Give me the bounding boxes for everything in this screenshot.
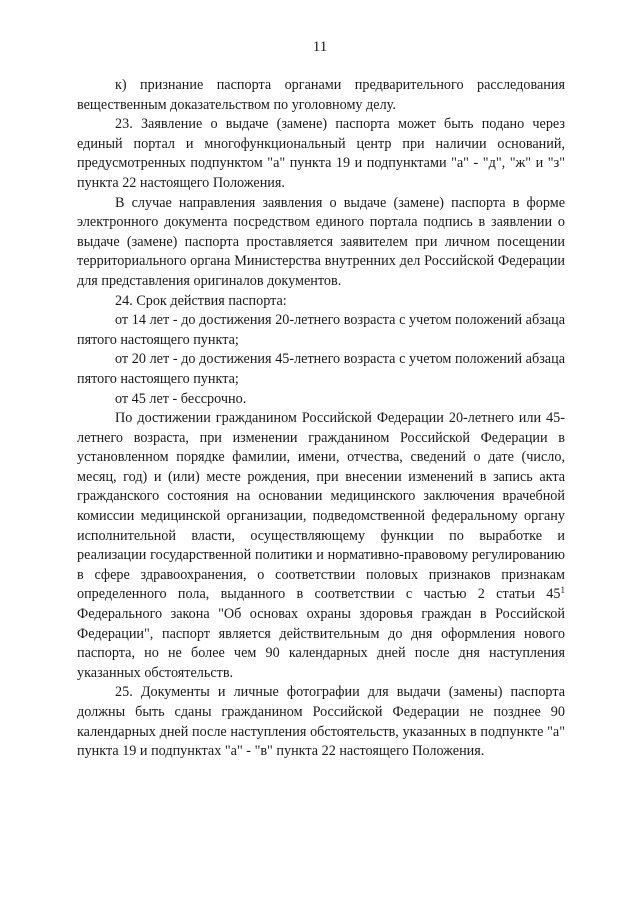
paragraph-24-age-14: от 14 лет - до достижения 20-летнего возраста с учетом положений абзаца пятого настоящего пункта; [77, 312, 565, 348]
paragraph-24-age-20: от 20 лет - до достижения 45-летнего возраста с учетом положений абзаца пятого настоящего пункта; [77, 351, 565, 387]
paragraph-24-age-45: от 45 лет - бессрочно. [115, 390, 247, 407]
document-body [77, 76, 565, 762]
footnote-superscript: 1 [560, 585, 565, 596]
paragraph-k: к) признание паспорта органами предварительного расследования вещественным доказательством по уголовному делу. [77, 77, 565, 113]
paragraph-25: 25. Документы и личные фотографии для выдачи (замены) паспорта должны быть сданы гражданином Российской Федерации не позднее 90 календарных дней после наступления обстоятельств, указанных в подпункте "а" пункта 19 и подпунктах "а" - "в" пункта 22 настоящего Положения. [77, 684, 565, 760]
paragraph-24-validity-text: По достижении гражданином Российской Федерации 20-летнего или 45-летнего возраста, при изменении гражданином Российской Федерации в установленном порядке фамилии, имени, отчества, сведений о дате (число, месяц, год) и (или) месте рождения, при внесении изменений в запись акта гражданского состояния на основании медицинского заключения врачебной комиссии медицинской организации, подведомственной федеральному органу исполнительной власти, осуществляющему функции по выработке и реализации государственной политики и нормативно-правовому регулированию в сфере здравоохранения, о соответствии половых признаков признакам определенного пола, выданного в соответствии с частью 2 статьи 45 [77, 410, 565, 603]
paragraph-24-validity-text-cont: Федерального закона "Об основах охраны здоровья граждан в Российской Федерации", паспорт является действительным до дня оформления нового паспорта, но не более чем 90 календарных дней после дня наступления указанных обстоятельств. [77, 606, 565, 681]
page-number: 11 [312, 39, 328, 55]
paragraph-24: 24. Срок действия паспорта: [115, 292, 287, 309]
paragraph-23-electronic: В случае направления заявления о выдаче (замене) паспорта в форме электронного документа посредством единого портала подпись в заявлении о выдаче (замене) паспорта проставляется заявителем при личном посещении территориального органа Министерства внутренних дел Российской Федерации для представления оригиналов документов. [77, 194, 565, 289]
paragraph-24-validity [77, 409, 565, 683]
paragraph-23: 23. Заявление о выдаче (замене) паспорта может быть подано через единый портал и многофункциональный центр при наличии оснований, предусмотренных подпунктом "а" пункта 19 и подпунктами "а" - "д", "ж" и "з" пункта 22 настоящего Положения. [77, 116, 565, 191]
